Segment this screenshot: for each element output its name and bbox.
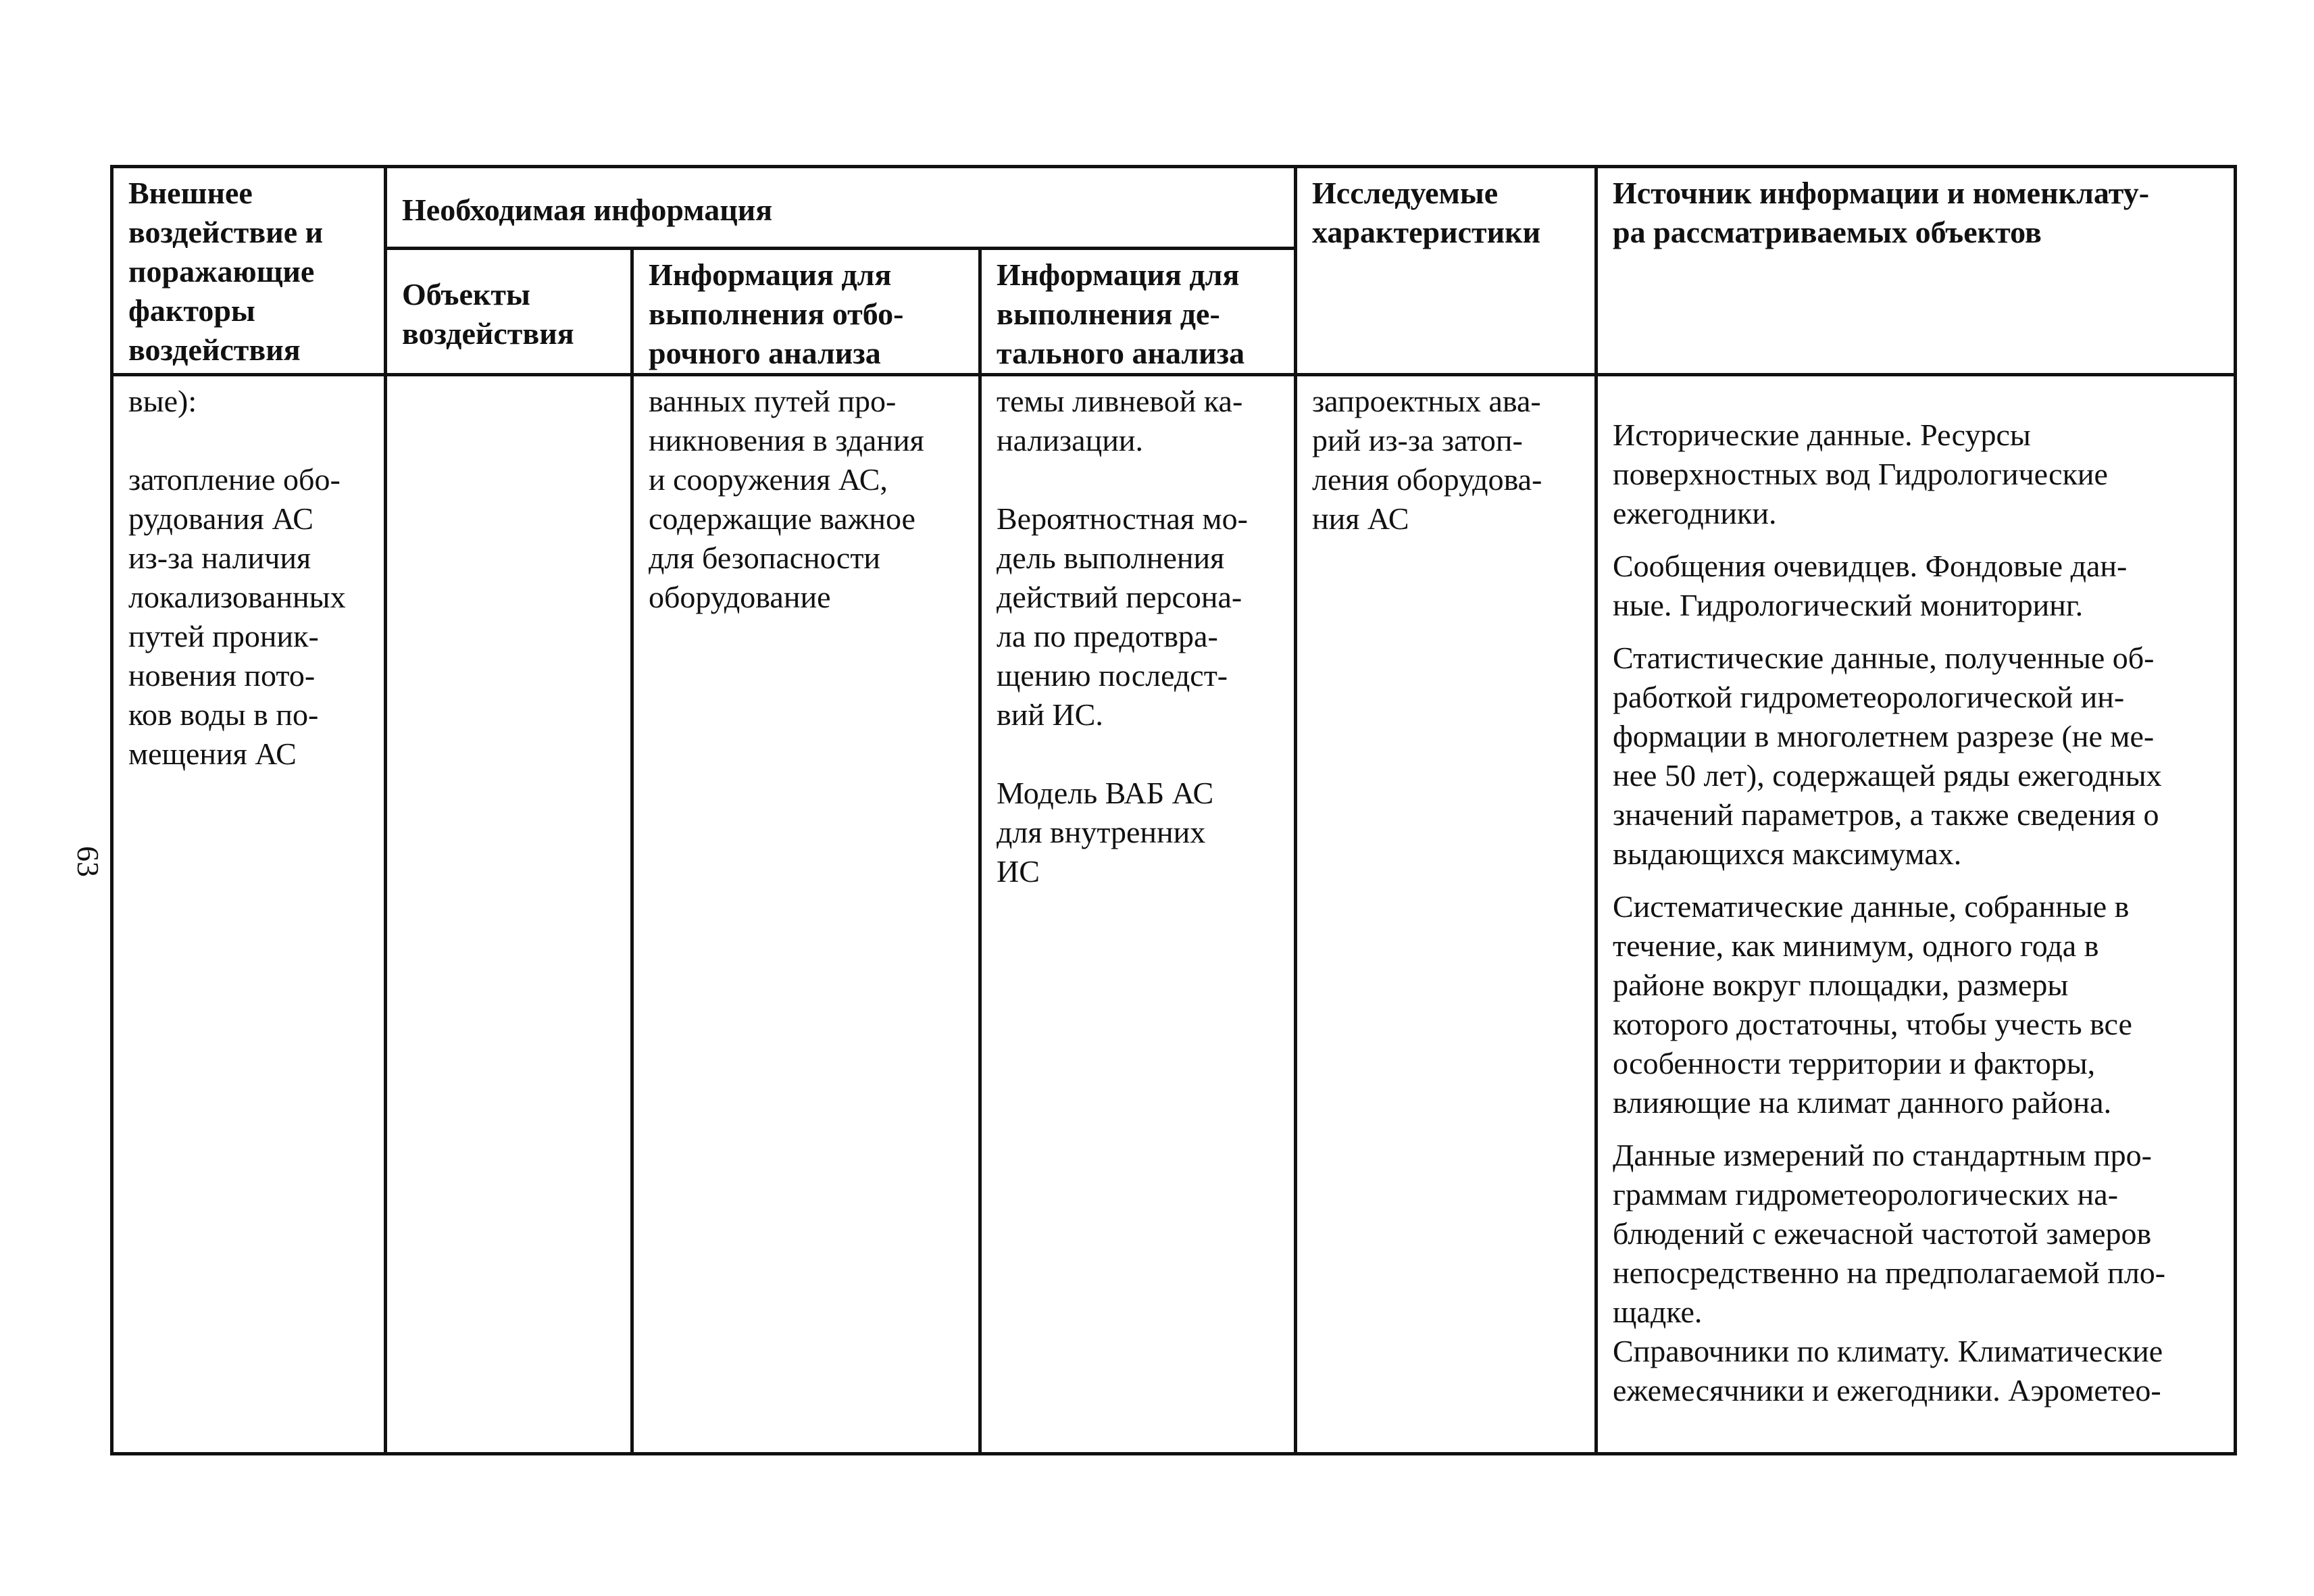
text-line: выполнения де-	[997, 297, 1220, 331]
text-line: ра рассматриваемых объектов	[1613, 215, 2042, 249]
text-line: действий персона-	[997, 580, 1242, 614]
text-line: рудования АС	[128, 501, 313, 536]
source-paragraph	[1613, 639, 2219, 874]
text-line: Информация для	[997, 257, 1240, 292]
text-line: Информация для	[649, 257, 892, 292]
text-line: ванных путей про-	[649, 384, 897, 418]
body-detailed-analysis-text	[997, 382, 1279, 891]
text-line: Статистические данные, полученные об-	[1613, 641, 2155, 675]
text-line: Систематические данные, собранные в	[1613, 889, 2130, 924]
text-line: выполнения отбо-	[649, 297, 904, 331]
text-line: оборудование	[649, 580, 831, 614]
page-number: 63	[71, 846, 105, 877]
header-detailed-analysis-text	[997, 255, 1279, 373]
text-line: запроектных ава-	[1312, 384, 1541, 418]
text-line	[997, 460, 1279, 499]
text-line: Сообщения очевидцев. Фондовые дан-	[1613, 549, 2128, 583]
header-information-source	[1596, 167, 2236, 375]
body-external-impact-text	[128, 382, 369, 774]
text-line: работкой гидрометеорологической ин-	[1613, 680, 2125, 714]
header-required-information	[386, 167, 1296, 249]
text-line: и сооружения АС,	[649, 462, 888, 497]
text-line: ков воды в по-	[128, 697, 319, 732]
header-information-source-text	[1613, 174, 2219, 252]
text-line: для внутренних	[997, 815, 1206, 849]
text-line: ежегодники.	[1613, 496, 1777, 530]
body-studied-characteristics-text	[1312, 382, 1580, 539]
text-line: содержащие важное	[649, 501, 915, 536]
header-detailed-analysis	[980, 249, 1296, 375]
header-impact-objects-text	[402, 275, 615, 353]
header-external-impact	[112, 167, 386, 375]
text-line: из-за наличия	[128, 541, 311, 575]
text-line: ИС	[997, 854, 1040, 889]
text-line: новения пото-	[128, 658, 316, 693]
text-line: районе вокруг площадки, размеры	[1613, 968, 2069, 1002]
text-line: граммам гидрометеорологических на-	[1613, 1177, 2119, 1212]
text-line: ния АС	[1312, 501, 1409, 536]
text-line: нее 50 лет), содержащей ряды ежегодных	[1613, 758, 2162, 793]
text-line	[997, 734, 1279, 774]
text-line: поверхностных вод Гидрологические	[1613, 457, 2108, 491]
text-line: факторы	[128, 293, 255, 328]
text-line: рий из-за затоп-	[1312, 423, 1523, 457]
text-line: воздействие и	[128, 215, 324, 249]
text-line: никновения в здания	[649, 423, 924, 457]
body-screening-analysis	[632, 375, 980, 1454]
text-line: Объекты	[402, 277, 530, 311]
text-line: для безопасности	[649, 541, 881, 575]
text-line: вые):	[128, 384, 197, 418]
body-detailed-analysis	[980, 375, 1296, 1454]
source-paragraph	[1613, 547, 2219, 625]
body-impact-objects	[386, 375, 632, 1454]
header-required-information-label: Необходимая информация	[402, 193, 773, 227]
text-line: щению последст-	[997, 658, 1228, 693]
text-line: темы ливневой ка-	[997, 384, 1243, 418]
text-line: тального анализа	[997, 336, 1245, 370]
text-line: Данные измерений по стандартным про-	[1613, 1138, 2152, 1172]
text-line: Внешнее	[128, 176, 253, 210]
text-line: ла по предотвра-	[997, 619, 1218, 653]
text-line: Исторические данные. Ресурсы	[1613, 418, 2031, 452]
text-line: поражающие	[128, 254, 315, 289]
text-line: формации в многолетнем разрезе (не ме-	[1613, 719, 2155, 753]
text-line: воздействия	[128, 332, 301, 367]
body-screening-analysis-text	[649, 382, 963, 617]
text-line: нализации.	[997, 423, 1143, 457]
source-paragraph	[1613, 887, 2219, 1122]
text-line: путей проник-	[128, 619, 319, 653]
text-line: локализованных	[128, 580, 346, 614]
text-line: ежемесячники и ежегодники. Аэрометео-	[1613, 1373, 2161, 1407]
source-paragraph	[1613, 1136, 2219, 1410]
text-line: Источник информации и номенклату-	[1613, 176, 2150, 210]
text-line: вий ИС.	[997, 697, 1103, 732]
text-line	[128, 421, 369, 460]
text-line: дель выполнения	[997, 541, 1225, 575]
text-line: непосредственно на предполагаемой пло-	[1613, 1255, 2166, 1290]
text-line: щадке.	[1613, 1295, 1703, 1329]
header-external-impact-text	[128, 174, 369, 370]
text-line: значений параметров, а также сведения о	[1613, 797, 2159, 832]
text-line: Справочники по климату. Климатические	[1613, 1334, 2163, 1368]
text-line: Исследуемые	[1312, 176, 1499, 210]
text-line: Вероятностная мо-	[997, 501, 1248, 536]
text-line: затопление обо-	[128, 462, 341, 497]
header-studied-characteristics	[1296, 167, 1596, 375]
text-line: влияющие на климат данного района.	[1613, 1085, 2112, 1120]
header-studied-characteristics-text	[1312, 174, 1580, 252]
text-line: выдающихся максимумах.	[1613, 837, 1962, 871]
header-impact-objects	[386, 249, 632, 375]
text-line: ления оборудова-	[1312, 462, 1542, 497]
text-line: ные. Гидрологический мониторинг.	[1613, 588, 2084, 622]
text-line: течение, как минимум, одного года в	[1613, 928, 2099, 963]
text-line: особенности территории и факторы,	[1613, 1046, 2096, 1080]
text-line: блюдений с ежечасной частотой замеров	[1613, 1216, 2152, 1251]
body-information-source-paragraphs	[1613, 416, 2219, 1410]
header-screening-analysis-text	[649, 255, 963, 373]
requirements-table	[110, 165, 2237, 1455]
text-line: характеристики	[1312, 215, 1541, 249]
header-screening-analysis	[632, 249, 980, 375]
body-external-impact	[112, 375, 386, 1454]
body-information-source	[1596, 375, 2236, 1454]
text-line: Модель ВАБ АС	[997, 776, 1214, 810]
text-line: мещения АС	[128, 737, 297, 771]
text-line: воздействия	[402, 316, 574, 351]
body-studied-characteristics	[1296, 375, 1596, 1454]
text-line: рочного анализа	[649, 336, 881, 370]
source-paragraph	[1613, 416, 2219, 533]
text-line: которого достаточны, чтобы учесть все	[1613, 1007, 2132, 1041]
